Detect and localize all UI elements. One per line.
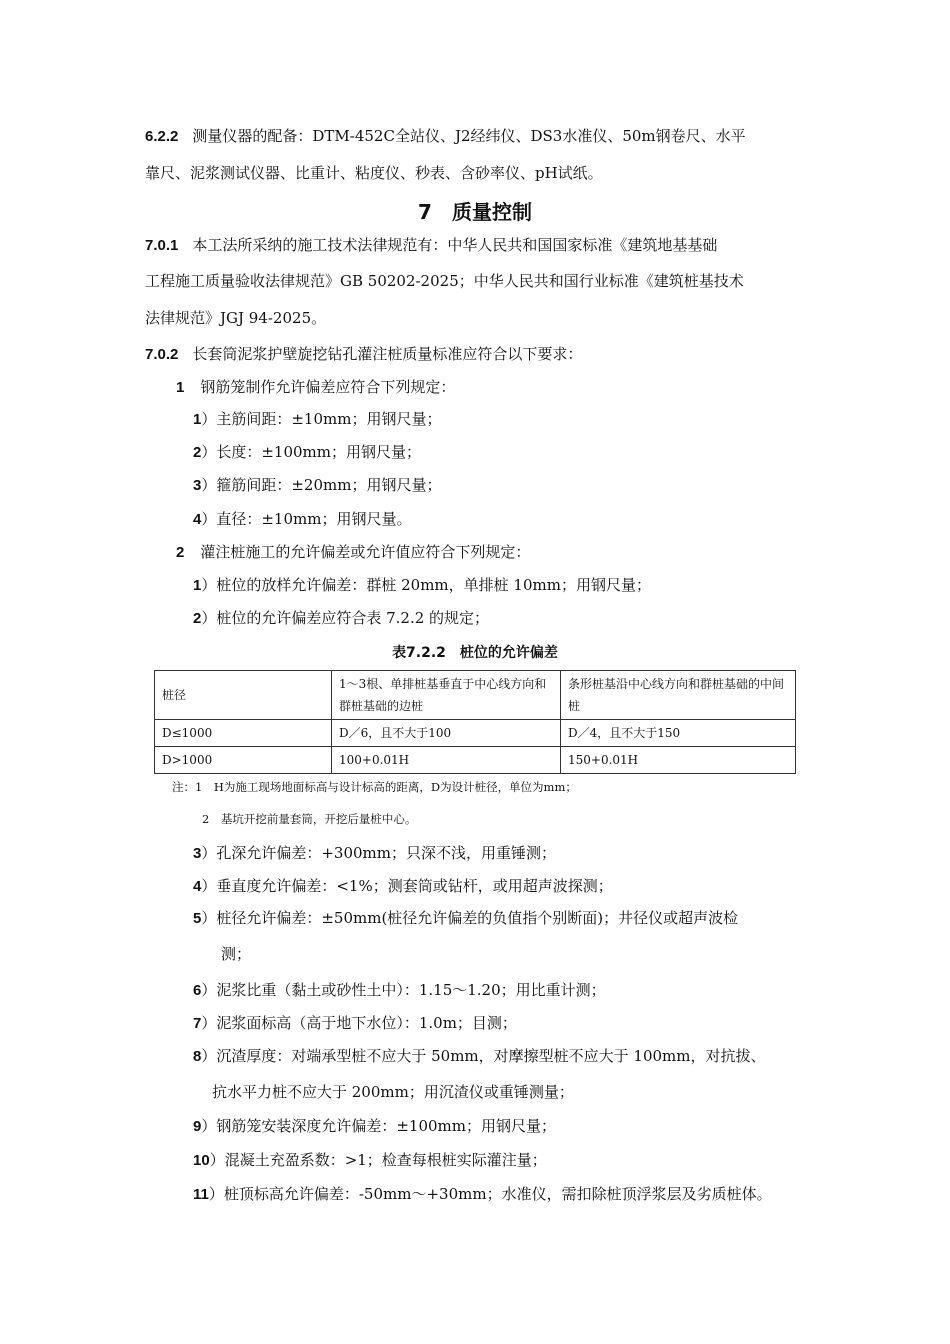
list-item: [193, 442, 421, 463]
item-number: 4: [193, 878, 202, 895]
table-note-1: 注：1 H为施工现场地面标高与设计标高的距离，D为设计桩径，单位为mm；: [172, 780, 577, 794]
table-row: [155, 747, 796, 774]
list-item: [193, 575, 651, 596]
table-header-cell: 桩径: [155, 671, 332, 720]
table-cell: 100+0.01H: [332, 747, 561, 774]
section-number: 7.0.2: [145, 346, 179, 363]
chapter-heading: 7 质量控制: [418, 200, 532, 224]
section-6-2-2-line2: 靠尺、泥浆测试仪器、比重计、粘度仪、秒表、含砂率仪、pH试纸。: [145, 164, 603, 182]
item-number: 2: [193, 610, 202, 627]
table-note-2: 2 基坑开挖前量套筒，开挖后量桩中心。: [202, 812, 417, 826]
item-text: ）主筋间距：±10mm；用钢尺量；: [201, 410, 442, 428]
table-title: 表7.2.2 桩位的允许偏差: [392, 645, 558, 661]
section-number: 7.0.1: [145, 237, 179, 254]
table-header-row: [155, 671, 796, 720]
item-number: 4: [193, 511, 202, 528]
item-number: 1: [193, 577, 202, 594]
table-cell: 150+0.01H: [561, 747, 796, 774]
part-number: 2: [176, 544, 185, 561]
deviation-table: [154, 670, 796, 774]
item-number: 11: [193, 1186, 209, 1203]
item-number: 3: [193, 845, 202, 862]
item-text: ）混凝土充盈系数：>1；检查每根桩实际灌注量；: [209, 1151, 547, 1169]
list-item: [193, 1013, 517, 1034]
item-number: 10: [193, 1152, 210, 1169]
list-item: [193, 876, 613, 897]
table-cell: D≤1000: [155, 720, 332, 747]
list-item-continuation: 抗水平力桩不应大于 200mm；用沉渣仪或重锤测量；: [212, 1083, 574, 1101]
table-header-cell: 条形桩基沿中心线方向和群桩基础的中间桩: [561, 671, 796, 720]
section-7-0-2-intro: [145, 344, 582, 365]
table-cell: D／6，且不大于100: [332, 720, 561, 747]
item-text: ）长度：±100mm；用钢尺量；: [201, 443, 421, 461]
item-text: ）沉渣厚度：对端承型桩不应大于 50mm，对摩擦型桩不应大于 100mm，对抗拔、: [201, 1047, 766, 1065]
item-text: ）孔深允许偏差：+300mm；只深不浅，用重锤测；: [201, 844, 556, 862]
item-text: ）箍筋间距：±20mm；用钢尺量；: [201, 476, 442, 494]
list-item: [193, 1046, 766, 1067]
part-text: 灌注桩施工的允许偏差或允许值应符合下列规定：: [200, 543, 531, 561]
item-number: 8: [193, 1048, 202, 1065]
table-cell: D>1000: [155, 747, 332, 774]
list-item: [193, 608, 489, 629]
part-number: 1: [176, 379, 185, 396]
item-text: ）钢筋笼安装深度允许偏差：±100mm；用钢尺量；: [201, 1117, 556, 1135]
item-text: ）垂直度允许偏差：<1%；测套筒或钻杆，或用超声波探测；: [201, 877, 613, 895]
section-7-0-1-line1: [145, 235, 717, 256]
section-6-2-2-line1: [145, 126, 746, 147]
item-text: ）泥浆比重（黏土或砂性土中）：1.15～1.20；用比重计测；: [201, 981, 606, 999]
section-number: 6.2.2: [145, 128, 179, 145]
list-item: [193, 980, 606, 1001]
item-number: 7: [193, 1015, 202, 1032]
section-7-0-1-line3: 法律规范》JGJ 94-2025。: [145, 309, 327, 327]
part-2-heading: [176, 542, 530, 563]
list-item: [193, 1116, 556, 1137]
paragraph-text: 测量仪器的配备：DTM-452C全站仪、J2经纬仪、DS3水准仪、50m钢卷尺、水平: [192, 127, 746, 145]
list-item: [193, 409, 441, 430]
list-item: [193, 1184, 772, 1205]
section-7-0-1-line2: 工程施工质量验收法律规范》GB 50202-2025；中华人民共和国行业标准《建筑桩基技术: [145, 272, 744, 290]
table-header-cell: 1～3根、单排桩基垂直于中心线方向和群桩基础的边桩: [332, 671, 561, 720]
item-text: ）桩位的允许偏差应符合表 7.2.2 的规定；: [201, 609, 490, 627]
list-item: [193, 1150, 547, 1171]
list-item-continuation: 测；: [221, 945, 252, 963]
list-item: [193, 509, 411, 530]
item-number: 6: [193, 982, 202, 999]
part-1-heading: [176, 377, 455, 398]
item-number: 1: [193, 411, 202, 428]
paragraph-text: 本工法所采纳的施工技术法律规范有：中华人民共和国国家标准《建筑地基基础: [192, 236, 718, 254]
list-item: [193, 475, 441, 496]
item-text: ）桩径允许偏差：±50mm(桩径允许偏差的负值指个别断面)；井径仪或超声波检: [201, 909, 739, 927]
item-text: ）泥浆面标高（高于地下水位）：1.0m；目测；: [201, 1014, 517, 1032]
item-number: 2: [193, 444, 202, 461]
item-text: ）桩位的放样允许偏差：群桩 20mm，单排桩 10mm；用钢尺量；: [201, 576, 651, 594]
paragraph-text: 长套筒泥浆护壁旋挖钻孔灌注桩质量标准应符合以下要求：: [192, 345, 583, 363]
item-number: 3: [193, 477, 202, 494]
item-number: 9: [193, 1118, 202, 1135]
list-item: [193, 843, 556, 864]
item-number: 5: [193, 910, 202, 927]
part-text: 钢筋笼制作允许偏差应符合下列规定：: [200, 378, 456, 396]
list-item: [193, 908, 738, 929]
item-text: ）直径：±10mm；用钢尺量。: [201, 510, 412, 528]
table-row: [155, 720, 796, 747]
item-text: ）桩顶标高允许偏差：-50mm～+30mm；水准仪，需扣除桩顶浮浆层及劣质桩体。: [208, 1185, 772, 1203]
table-cell: D／4，且不大于150: [561, 720, 796, 747]
